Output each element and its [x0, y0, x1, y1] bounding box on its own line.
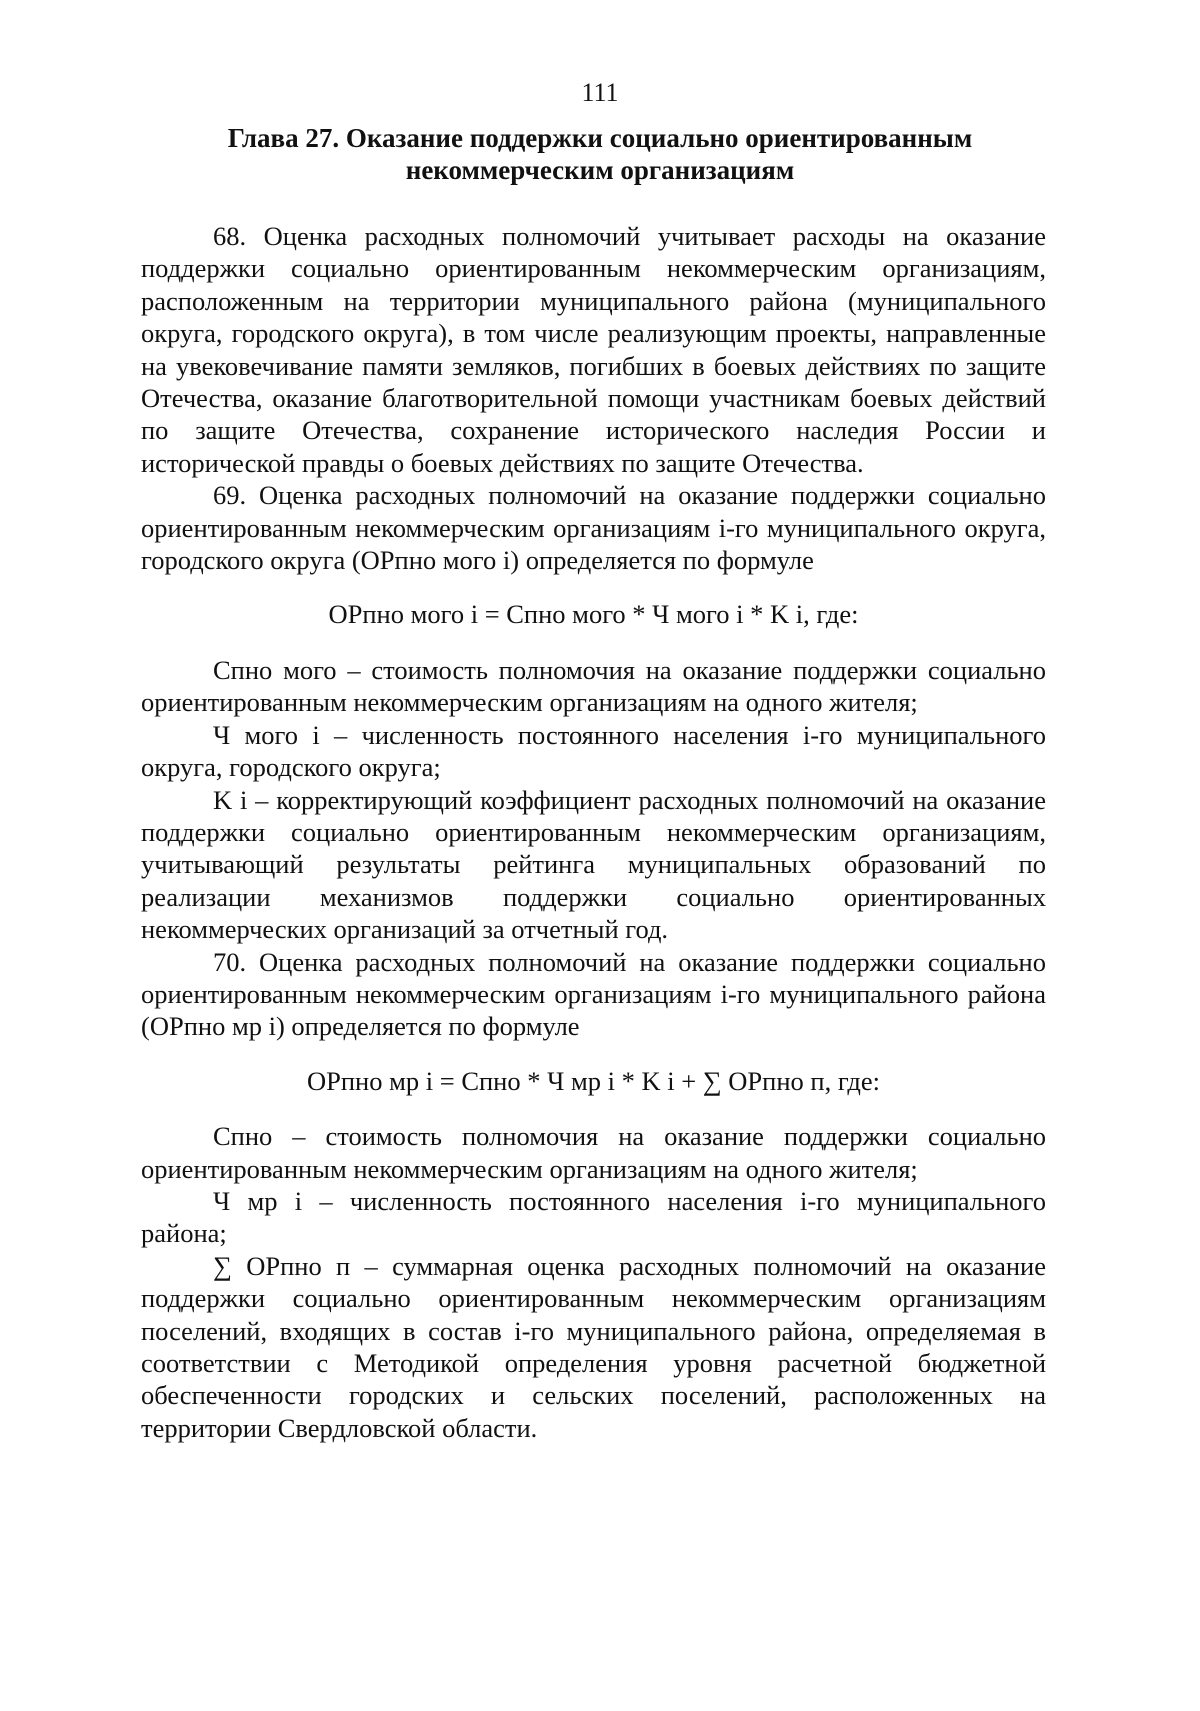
chapter-heading-line-2: некоммерческим организациям [405, 155, 795, 185]
document-body [141, 220, 1046, 1444]
definition-ch-mogo: Ч мого i – численность постоянного населения i-го муниципального округа, городского округа; [141, 719, 1046, 783]
definition-spno: Спно – стоимость полномочия на оказание поддержки социально ориентированным некоммерческим организациям на одного жителя; [141, 1121, 1046, 1184]
chapter-heading [140, 122, 1060, 186]
definition-ki: K i – корректирующий коэффициент расходных полномочий на оказание поддержки социально ориентированным некоммерческим организациям, учитывающий результаты рейтинга муниципальных образований по реализации механизмов поддержки социально ориентированных некоммерческих организаций за отчетный год. [141, 784, 1046, 945]
paragraph-69: 69. Оценка расходных полномочий на оказание поддержки социально ориентированным некоммерческим организациям i-го муниципального округа, городского округа (ОРпно мого i) определяется по формуле [141, 480, 1046, 576]
definition-spno-mogo: Спно мого – стоимость полномочия на оказание поддержки социально ориентированным некоммерческим организациям на одного жителя; [141, 654, 1046, 718]
formula-mogo: ОРпно мого i = Спно мого * Ч мого i * K i, где: [328, 599, 859, 630]
paragraph-70: 70. Оценка расходных полномочий на оказание поддержки социально ориентированным некоммерческим организациям i-го муниципального района (ОРпно мр i) определяется по формуле [141, 946, 1046, 1042]
paragraph-68: 68. Оценка расходных полномочий учитывает расходы на оказание поддержки социально ориентированным некоммерческим организациям, расположенным на территории муниципального района (муниципального округа, городского округа), в том числе реализующим проекты, направленные на увековечивание памяти земляков, погибших в боевых действиях по защите Отечества, оказание благотворительной помощи участникам боевых действий по защите Отечества, сохранение исторического наследия России и исторической правды о боевых действиях по защите Отечества. [141, 221, 1046, 478]
chapter-heading-line-1: Глава 27. Оказание поддержки социально ориентированным [227, 123, 973, 153]
page-number: 111 [581, 78, 619, 107]
formula-mr: ОРпно мр i = Спно * Ч мр i * K i + ∑ ОРпно п, где: [307, 1065, 880, 1096]
definition-ch-mr: Ч мр i – численность постоянного населения i-го муниципального района; [141, 1185, 1046, 1249]
definition-sum-orpno: ∑ ОРпно п – суммарная оценка расходных полномочий на оказание поддержки социально ориентированным некоммерческим организациям поселений, входящих в состав i-го муниципального района, определяемая в соответствии с Методикой определения уровня расчетной бюджетной обеспеченности городских и сельских поселений, расположенных на территории Свердловской области. [141, 1250, 1046, 1443]
